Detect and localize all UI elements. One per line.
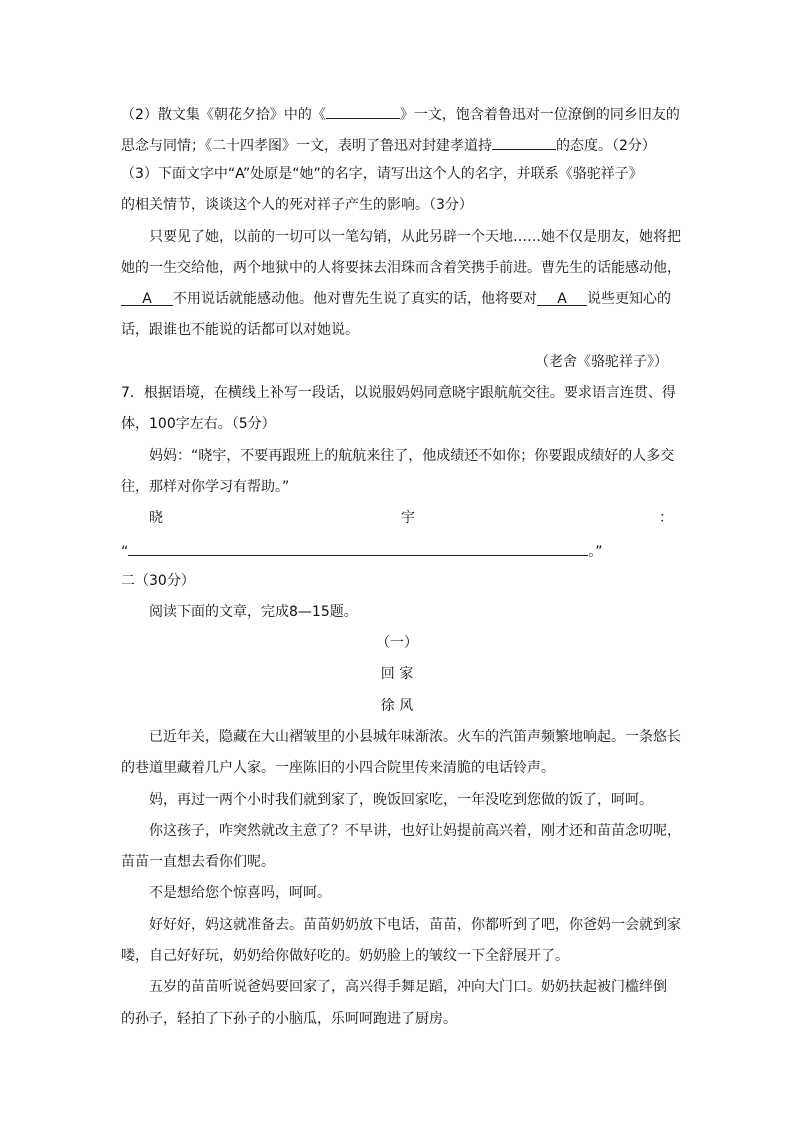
q7-line2: 体，100字左右。（5分）: [121, 416, 276, 432]
article-author: 徐 风: [380, 698, 414, 714]
answer-blank: [326, 102, 400, 119]
mom-line1: 妈妈：“晓宇，不要再跟班上的航航来往了，他成绩还不如你；你要跟成绩好的人多交: [149, 448, 675, 464]
story-p1-line2: 的巷道里藏着几户人家。一座陈旧的小四合院里传来清脆的电话铃声。: [121, 760, 555, 776]
colon-char: ：: [659, 510, 673, 526]
q6-2-text-a: （2）散文集《朝花夕拾》中的《: [121, 107, 326, 123]
answer-line: [121, 539, 603, 559]
answer-blank-long: [128, 539, 588, 556]
passage-line3: [121, 289, 671, 309]
story-p3-line1: 你这孩子，咋突然就改主意了？不早讲，也好让妈提前高兴着，刚才还和苗苗念叨呢，: [149, 823, 681, 839]
section-heading: 二（30分）: [121, 573, 195, 589]
passage-source: （老舍《骆驼祥子》）: [535, 354, 668, 370]
q7-line1: 7．根据语境，在横线上补写一段话，以说服妈妈同意晓宇跟航航交往。要求语言连贯、得: [121, 385, 676, 401]
q6-2-line1: [121, 102, 680, 122]
answer-blank: [492, 133, 556, 150]
story-p4: 不是想给您个惊喜吗，呵呵。: [149, 885, 331, 901]
part-number: （一）: [376, 635, 418, 651]
story-p5-line2: 喽，自己好好玩，奶奶给你做好吃的。奶奶脸上的皱纹一下全舒展开了。: [121, 948, 569, 964]
passage-line2: 她的一生交给他，两个地狱中的人将要抹去泪珠而含着笑携手前进。曹先生的话能感动他，: [121, 260, 681, 276]
story-p2: 妈，再过一两个小时我们就到家了，晚饭回家吃，一年没吃到您做的饭了，呵呵。: [149, 792, 653, 808]
q6-2-line2: [121, 133, 656, 153]
story-p5-line1: 好好好，妈这就准备去。苗苗奶奶放下电话，苗苗，你都听到了吧，你爸妈一会就到家: [149, 917, 681, 933]
passage-line3-text-a: 不用说话就能感动他。他对曹先生说了真实的话，他将要对: [173, 291, 537, 307]
open-quote: “: [121, 544, 129, 560]
article-title: 回 家: [380, 666, 414, 682]
q6-2-text-c: 思念与同情；《二十四孝图》一文，表明了鲁迅对封建孝道持: [121, 138, 492, 154]
q6-3-line1: （3）下面文字中“A”处原是“她”的名字，请写出这个人的名字，并联系《骆驼祥子》: [121, 166, 643, 182]
section-instruction: 阅读下面的文章，完成8—15题。: [149, 604, 358, 620]
story-p3-line2: 苗苗一直想去看你们呢。: [121, 854, 275, 870]
passage-line1: 只要见了她，以前的一切可以一笔勾销，从此另辟一个天地……她不仅是朋友，她将把: [149, 229, 681, 245]
passage-line3-text-b: 说些更知心的: [587, 291, 671, 307]
q6-2-text-b: 》一文，饱含着鲁迅对一位潦倒的同乡旧友的: [399, 107, 680, 123]
blank-a: A: [121, 289, 173, 306]
q6-3-line2: 的相关情节，谈谈这个人的死对祥子产生的影响。（3分）: [121, 197, 473, 213]
mom-line2: 往，那样对你学习有帮助。”: [121, 479, 290, 495]
passage-line4: 话，跟谁也不能说的话都可以对她说。: [121, 322, 359, 338]
yu-char: 宇: [401, 510, 415, 526]
xiao-char: 晓: [149, 510, 163, 526]
q6-2-text-d: 的态度。（2分）: [556, 138, 656, 154]
blank-a: A: [537, 289, 587, 306]
story-p1-line1: 已近年关，隐藏在大山褶皱里的小县城年味渐浓。火车的汽笛声频繁地响起。一条悠长: [149, 729, 681, 745]
story-p6-line1: 五岁的苗苗听说爸妈要回家了，高兴得手舞足蹈，冲向大门口。奶奶扶起被门槛绊倒: [149, 979, 667, 995]
close-quote: 。”: [588, 544, 603, 560]
story-p6-line2: 的孙子，轻拍了下孙子的小脑瓜，乐呵呵跑进了厨房。: [121, 1011, 457, 1027]
